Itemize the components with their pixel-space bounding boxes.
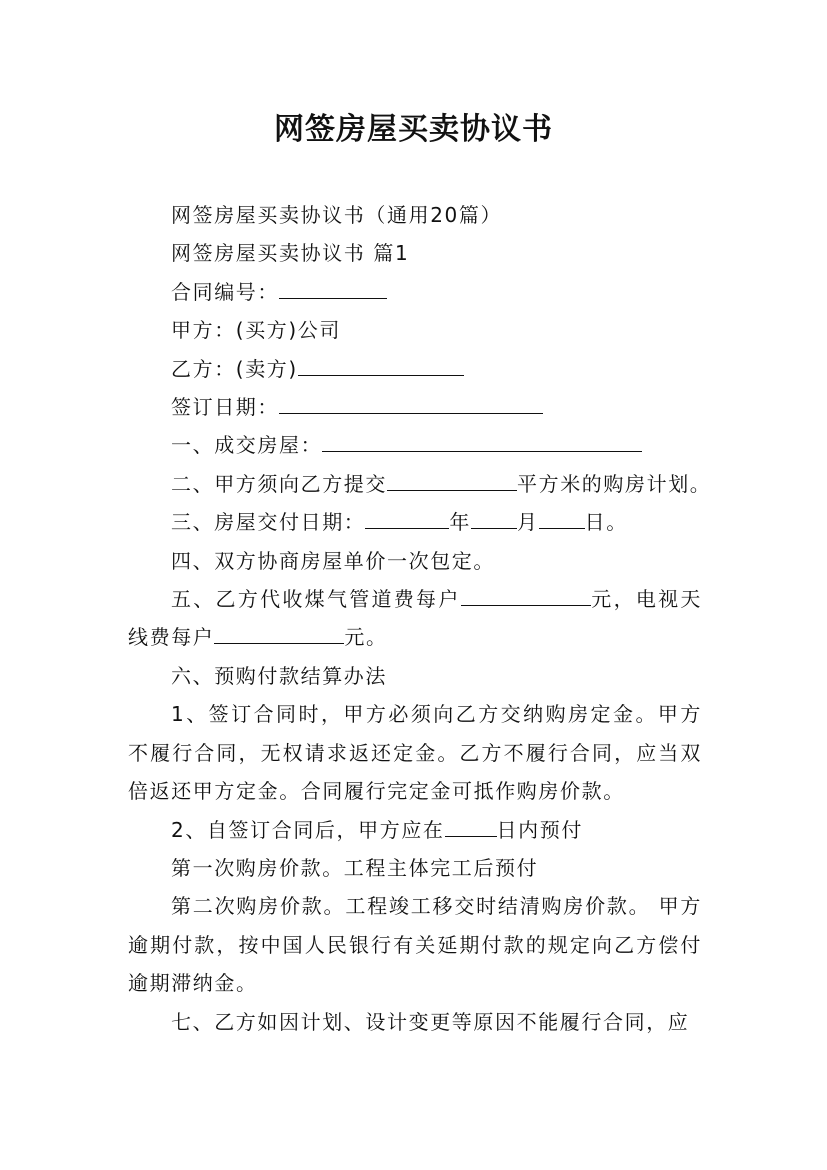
- contract-number-label: 合同编号：: [171, 279, 279, 304]
- sign-date-blank: [279, 395, 543, 414]
- party-b-label: 乙方：(卖方): [171, 356, 298, 381]
- day-label: 日。: [584, 510, 628, 535]
- party-b-line: [128, 350, 702, 388]
- party-a-line: 甲方：(买方)公司: [171, 318, 342, 343]
- clause-5-text-a: 五、乙方代收煤气管道费每户: [171, 587, 461, 612]
- second-payment-paragraph: 第二次购房价款。工程竣工移交时结清购房价款。 甲方逾期付款，按中国人民银行有关延期付款的规定向乙方偿付逾期滞纳金。: [128, 894, 702, 996]
- clause-6-item-2-text-a: 2、自签订合同后，甲方应在: [171, 817, 445, 842]
- clause-3-line: [128, 503, 702, 541]
- clause-3-label: 三、房屋交付日期：: [171, 510, 366, 535]
- gas-fee-blank: [461, 587, 591, 606]
- day-blank: [539, 510, 585, 529]
- month-blank: [471, 510, 517, 529]
- clause-2-text-a: 二、甲方须向乙方提交: [171, 471, 387, 496]
- clause-1-line: [128, 426, 702, 464]
- clause-7-line: 七、乙方如因计划、设计变更等原因不能履行合同，应: [171, 1009, 690, 1034]
- clause-6-item-1: 1、签订合同时，甲方必须向乙方交纳购房定金。甲方不履行合同，无权请求返还定金。乙方不履行合同，应当双倍返还甲方定金。合同履行完定金可抵作购房价款。: [128, 702, 702, 804]
- year-blank: [365, 510, 449, 529]
- paragraph-subtitle: 网签房屋买卖协议书（通用20篇）: [171, 203, 503, 227]
- clause-6-item-2-line: [128, 811, 702, 849]
- sign-date-line: [128, 388, 702, 426]
- document-title: 网签房屋买卖协议书: [274, 112, 553, 147]
- document-body: [128, 196, 712, 1041]
- clause-6-item-2-text-b: 日内预付: [496, 817, 583, 842]
- year-label: 年: [449, 510, 472, 535]
- clause-2-line: [128, 465, 712, 503]
- clause-2-text-b: 平方米的购房计划。: [517, 471, 712, 496]
- days-blank: [445, 818, 497, 837]
- month-label: 月: [517, 510, 539, 535]
- clause-1-blank: [322, 433, 642, 452]
- clause-6-heading: 六、预购付款结算办法: [171, 663, 387, 688]
- sign-date-label: 签订日期：: [171, 395, 279, 420]
- clause-5-paragraph: [128, 580, 702, 657]
- clause-1-label: 一、成交房屋：: [171, 433, 323, 458]
- tv-fee-blank: [214, 625, 344, 644]
- area-blank: [387, 472, 517, 491]
- contract-number-line: [128, 273, 702, 311]
- clause-5-text-c: 元。: [344, 625, 388, 650]
- paragraph-section-heading: 网签房屋买卖协议书 篇1: [171, 241, 410, 266]
- clause-5-text-b: 元，电视天线费每户: [128, 587, 702, 650]
- first-payment-line: 第一次购房价款。工程主体完工后预付: [171, 855, 539, 880]
- contract-number-blank: [279, 280, 387, 299]
- party-b-blank: [298, 357, 464, 376]
- clause-4-line: 四、双方协商房屋单价一次包定。: [171, 548, 495, 573]
